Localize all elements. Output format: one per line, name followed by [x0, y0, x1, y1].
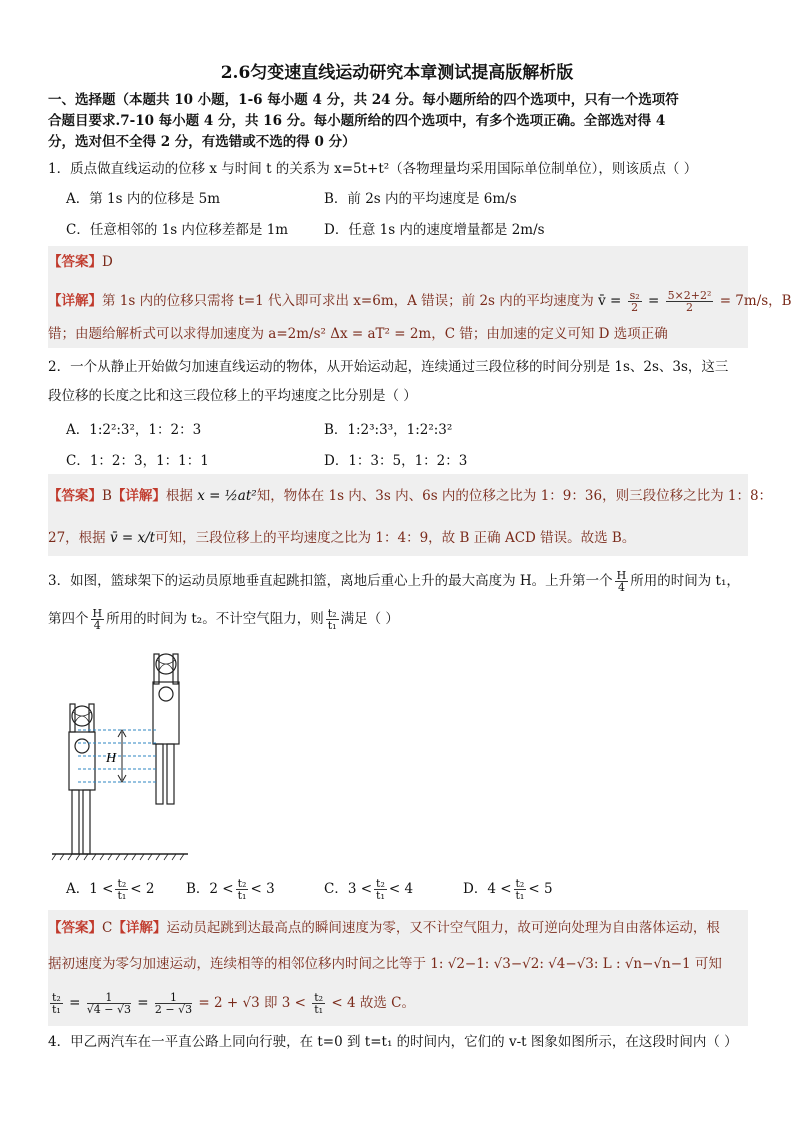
- height-dashes: [78, 730, 158, 782]
- q3-option-b-num: t₂: [237, 877, 247, 890]
- q3-option-a-frac: [115, 878, 128, 901]
- q3-detail-line1: [48, 918, 720, 938]
- q2-answer-value: B: [102, 488, 112, 504]
- q1-detail-text1b: = 7m/s，B: [719, 293, 792, 309]
- q3-detail-label: 【详解】: [112, 920, 167, 936]
- q2-detail-line2: [48, 528, 635, 548]
- q3-frac-den-a: 4: [617, 581, 625, 594]
- q3-option-c: [324, 878, 413, 901]
- q3-option-c-frac: [374, 878, 387, 901]
- q1-frac1-den: 2: [631, 301, 639, 314]
- q3-detail-ratio: [50, 992, 63, 1015]
- page-title: 2.6匀变速直线运动研究本章测试提高版解析版: [220, 63, 574, 83]
- q4-stem: 4．甲乙两汽车在一平直公路上同向行驶，在 t=0 到 t=t₁ 的时间内，它们的 v-t 图象如图所示，在这段时间内（ ）: [48, 1034, 738, 1050]
- q3-option-d-end: < 5: [528, 881, 553, 897]
- q3-option-d: [463, 878, 553, 901]
- q1-frac1: [628, 290, 642, 313]
- q1-answer-label: 【答案】: [48, 254, 102, 270]
- q3-option-b-frac: [236, 878, 249, 901]
- q3-option-d-start: D．4 <: [463, 881, 512, 897]
- q2-stem-line1: 2．一个从静止开始做匀加速直线运动的物体，从开始运动起，连续通过三段位移的时间分别是 1s、2s、3s，这三: [48, 359, 729, 375]
- height-label: H: [106, 751, 117, 766]
- q1-frac1-num: s₂: [629, 289, 640, 302]
- q3-detail-ratio2: [312, 992, 325, 1015]
- q3-option-b-start: B．2 <: [186, 881, 234, 897]
- q3-detail-text1: 运动员起跳到达最高点的瞬间速度为零，又不计空气阻力，故可逆向处理为自由落体运动，根: [166, 920, 720, 936]
- q2-answer-label: 【答案】: [48, 488, 102, 504]
- q3-stem2b: 所用的时间为 t₂。不计空气阻力，则: [106, 611, 324, 627]
- q3-answer-label: 【答案】: [48, 920, 102, 936]
- q3-option-c-end: < 4: [388, 881, 414, 897]
- q2-detail-line1: [48, 486, 772, 506]
- q3-frac-h4-a: [615, 570, 629, 593]
- athlete-jumping: [153, 654, 179, 804]
- q3-detail-f2-den: 2 − √3: [154, 1003, 193, 1016]
- q3-figure: [48, 646, 198, 862]
- q2-detail-text1a: 根据: [165, 488, 193, 504]
- q1-answer: [48, 252, 113, 272]
- q3-detail-ratio2-den: t₁: [314, 1003, 324, 1016]
- q3-detail-ratio2-num: t₂: [314, 991, 324, 1004]
- q2-detail-label: 【详解】: [111, 488, 166, 504]
- q3-detail-frac1: [87, 992, 131, 1015]
- q3-option-b-end: < 3: [250, 881, 275, 897]
- q1-vbar: v̄ =: [598, 293, 622, 309]
- q3-option-a-num: t₂: [117, 877, 127, 890]
- q2-stem-line2: 段位移的长度之比和这三段位移上的平均速度之比分别是（ ）: [48, 388, 417, 404]
- q1-option-b: B．前 2s 内的平均速度是 6m/s: [324, 191, 517, 207]
- q3-option-d-frac: [514, 878, 527, 901]
- q3-ratio-num: t₂: [327, 607, 337, 620]
- q2-option-c: C．1：2：3，1：1：1: [66, 453, 209, 469]
- q3-ratio: [326, 608, 339, 631]
- q3-stem2c: 满足（ ）: [340, 611, 399, 627]
- q3-detail-frac2: [155, 992, 192, 1015]
- q3-detail-f1-den: √4 − √3: [86, 1003, 131, 1016]
- q3-stem-line2: [48, 608, 399, 631]
- q1-detail-label: 【详解】: [48, 293, 102, 309]
- q2-option-a: A．1:2²:3²，1：2：3: [66, 422, 202, 438]
- q3-option-d-num: t₂: [515, 877, 525, 890]
- q1-answer-value: D: [102, 254, 113, 270]
- q2-option-d: D．1：3：5，1：2：3: [324, 453, 468, 469]
- q3-detail-line2: 据初速度为零匀加速运动，连续相等的相邻位移内时间之比等于 1: √2−1: √3−√2: √4−√3: L : √n−√n−1 可知: [48, 956, 722, 972]
- q3-stem2a: 第四个: [48, 611, 89, 627]
- q1-frac2-den: 2: [685, 301, 693, 314]
- q3-stem1b: 所用的时间为 t₁，: [630, 573, 740, 589]
- q3-ratio-den: t₁: [327, 619, 337, 632]
- q3-detail-ratio-num: t₂: [52, 991, 61, 1004]
- q2-formula-x: x = ½at²: [197, 488, 257, 504]
- q3-stem1a: 3．如图，篮球架下的运动员原地垂直起跳扣篮，离地后重心上升的最大高度为 H。上升第一个: [48, 573, 613, 589]
- q3-frac-num-a: H: [616, 569, 627, 582]
- q3-detail-f1-num: 1: [87, 992, 131, 1004]
- q3-option-c-start: C．3 <: [324, 881, 373, 897]
- q3-option-b-den: t₁: [237, 889, 247, 902]
- athlete-standing: [69, 704, 95, 854]
- q3-option-d-den: t₁: [515, 889, 525, 902]
- q3-answer-value: C: [102, 920, 113, 936]
- section-header-line2: 合题目要求.7-10 每小题 4 分，共 16 分。每小题所给的四个选项中，有多个选项正确。全部选对得 4: [48, 113, 666, 129]
- q3-detail-line3: $\frac{\text{t₂}}{\text{t₁}}$ = $\frac{1}{√4 - √3}$ = $\frac{1}{2 - √3}$ = 2 + √3 即 3 < $\frac{\text{t₂}}{\text{t₁}}$ < 4 故选 C。: [52, 991, 416, 1016]
- q1-option-d: D．任意 1s 内的速度增量都是 2m/s: [324, 222, 545, 238]
- q1-stem: 1．质点做直线运动的位移 x 与时间 t 的关系为 x=5t+t²（各物理量均采用国际单位制单位），则该质点（ ）: [48, 161, 698, 177]
- q3-option-a: [66, 878, 155, 901]
- q1-frac2-num: 5×2+2²: [667, 289, 712, 302]
- q3-detail-eq: =: [69, 995, 81, 1011]
- q3-frac-num-b: H: [92, 607, 103, 620]
- q1-option-c: C．任意相邻的 1s 内位移差都是 1m: [66, 222, 289, 238]
- q2-detail-text2a: 27，根据: [48, 530, 106, 546]
- q3-detail-text3b: = 2 + √3 即 3 <: [198, 995, 306, 1011]
- q2-detail-text1b: 知，物体在 1s 内、3s 内、6s 内的位移之比为 1：9：36，则三段位移之比为 1：8：: [256, 488, 773, 504]
- q1-detail-text1: 第 1s 内的位移只需将 t=1 代入即可求出 x=6m，A 错误；前 2s 内的平均速度为: [102, 293, 594, 309]
- q1-frac2: [666, 290, 714, 313]
- q3-detail-text3c: < 4 故选 C。: [331, 995, 416, 1011]
- q3-frac-den-b: 4: [93, 619, 101, 632]
- q1-detail-line2: 错；由题给解析式可以求得加速度为 a=2m/s² Δx = aT² = 2m，C 错；由加速的定义可知 D 选项正确: [48, 326, 668, 342]
- q3-detail-ratio-den: t₁: [52, 1003, 61, 1016]
- q2-option-b: B．1:2³:3³，1:2²:3²: [324, 422, 453, 438]
- q3-option-a-den: t₁: [117, 889, 127, 902]
- section-header-line3: 分，选对但不全得 2 分，有选错或不选的得 0 分）: [48, 134, 356, 150]
- q3-option-c-num: t₂: [376, 877, 385, 890]
- q3-option-c-den: t₁: [376, 889, 385, 902]
- section-header-line1: 一、选择题（本题共 10 小题，1-6 每小题 4 分，共 24 分。每小题所给的四个选项中，只有一个选项符: [48, 92, 679, 108]
- q3-detail-f2-num: 1: [155, 992, 192, 1004]
- q3-option-a-start: A．1 <: [66, 881, 114, 897]
- q3-frac-h4-b: [91, 608, 105, 631]
- q2-formula-v: v̄ = x/t: [109, 530, 156, 546]
- q2-detail-text2b: 可知，三段位移上的平均速度之比为 1：4：9，故 B 正确 ACD 错误。故选 B。: [155, 530, 636, 546]
- ground-hatch: [52, 854, 184, 860]
- q1-option-a: A．第 1s 内的位移是 5m: [66, 191, 221, 207]
- q1-detail-line1: 【详解】第 1s 内的位移只需将 t=1 代入即可求出 x=6m，A 错误；前 2s 内的平均速度为 v̄ = $\frac{\text{s₂}}{2}$ = $\frac{\text{5×2+2²}}{2}$ = 7m/s，B: [48, 289, 792, 314]
- q3-stem-line1: [48, 570, 740, 593]
- q3-option-a-end: < 2: [130, 881, 155, 897]
- q3-option-b: [186, 878, 275, 901]
